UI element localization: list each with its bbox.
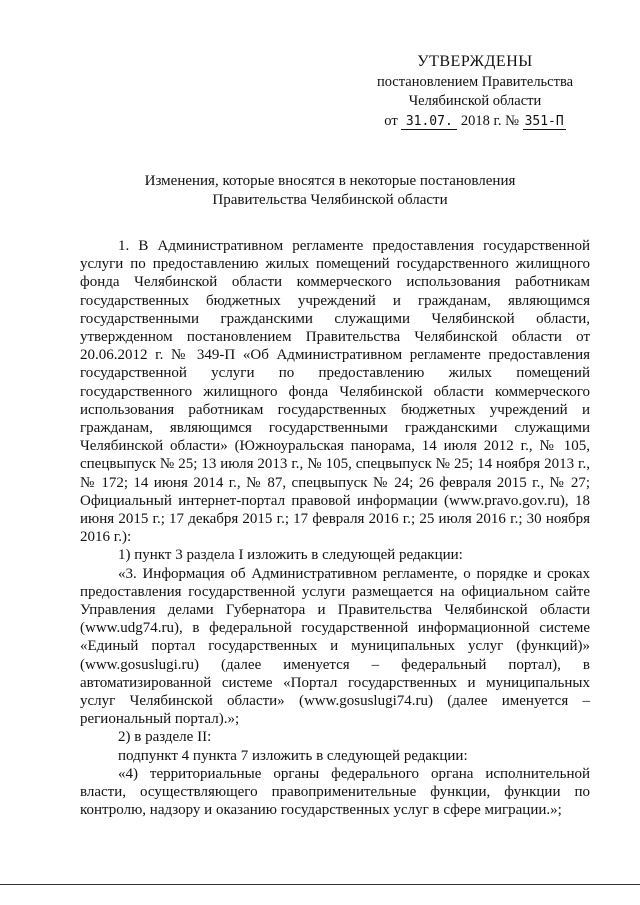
document-title-line-2: Правительства Челябинской области — [212, 192, 448, 208]
document-title — [60, 172, 600, 210]
document-title-line-1: Изменения, которые вносятся в некоторые постановления — [144, 173, 516, 189]
paragraph: подпункт 4 пункта 7 изложить в следующей редакции: — [118, 747, 468, 764]
paragraph: 1) пункт 3 раздела I изложить в следующей редакции: — [118, 547, 463, 564]
paragraph: 1. В Административном регламенте предоставления государственной услуги по предоставлению жилых помещений государственного жилищного фонда Челябинской области коммерческого использования работникам государственных бюджетных учреждений и гражданам, являющимся государственными гражданскими служащими Челябинской области, утвержденном постановлением Правительства Челябинской области от 20.06.2012 г. № 349-П «Об Административном регламенте предоставления государственной услуги по предоставлению жилых помещений государственного жилищного фонда Челябинской области коммерческого использования работникам государственных бюджетных учреждений и гражданам, являющимся государственными гражданскими служащими Челябинской области» (Южноуральская панорама, 14 июля 2012 г., № 105, спецвыпуск № 25; 13 июля 2013 г., № 105, спецвыпуск № 25; 14 ноября 2013 г., № 172; 14 июня 2014 г., № 87, спецвыпуск № 24; 26 февраля 2015 г., № 27; Официальный интернет-портал правовой информации (www.pravo.gov.ru), 18 июня 2015 г.; 17 декабря 2015 г.; 17 февраля 2016 г.; 25 июля 2016 г.; 30 ноября 2016 г.): — [80, 238, 590, 546]
page-bottom-rule — [0, 884, 640, 885]
year-text: 2018 г. № — [460, 113, 519, 129]
approval-line-2: Челябинской области — [408, 93, 542, 109]
date-prefix: от — [384, 113, 398, 129]
handwritten-number: 351-П — [524, 114, 564, 129]
paragraph: «3. Информация об Административном регламенте, о порядке и сроках предоставления государственной услуги размещается на официальном сайте Управления делами Губернатора и Правительства Челябинской области (www.udg74.ru), в федеральной государственной информационной системе «Единый портал государственных и муниципальных услуг (функций)» (www.gosuslugi.ru) (далее именуется – федеральный портал), в автоматизированной системе «Портал государственных и муниципальных услуг Челябинской области» (www.gosuslugi74.ru) (далее именуется – региональный портал).»; — [80, 565, 590, 728]
document-body — [80, 237, 590, 820]
handwritten-date: 31.07. — [401, 115, 457, 130]
approval-stamp — [360, 52, 590, 131]
paragraph: «4) территориальные органы федерального органа исполнительной власти, осуществляющего правоприменительные функции, функции по контролю, надзору и оказанию государственных услуг в сфере миграции.»; — [80, 765, 590, 819]
approval-line-1: постановлением Правительства — [376, 74, 574, 90]
paragraph: 2) в разделе II: — [118, 729, 212, 746]
approval-title: УТВЕРЖДЕНЫ — [417, 53, 533, 70]
approval-date-line — [360, 112, 590, 131]
